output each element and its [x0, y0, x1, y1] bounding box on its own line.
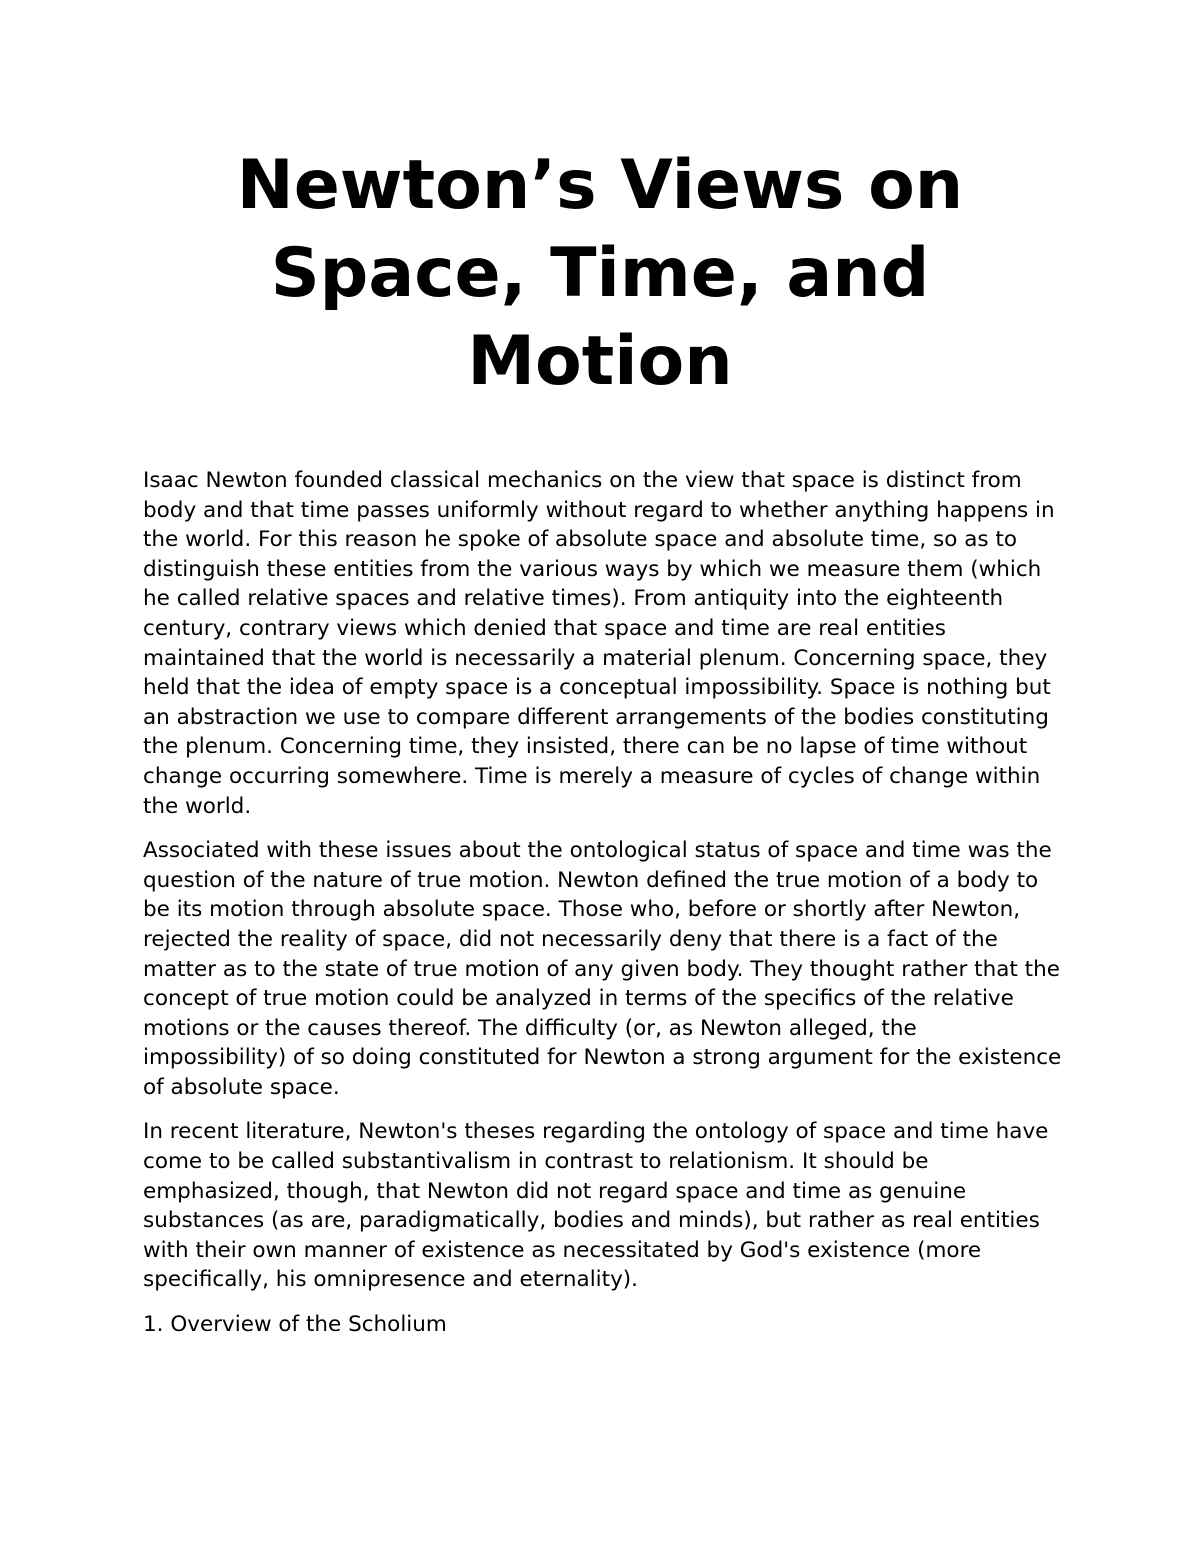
- paragraph-2: Associated with these issues about the ontological status of space and time was the question of the nature of true motion. Newton defined the true motion of a body to be its motion through absolute space. Those who, before or shortly after Newton, rejected the reality of space, did not necessarily deny that there is a fact of the matter as to the state of true motion of any given body. They thought rather that the concept of true motion could be analyzed in terms of the specifics of the relative motions or the causes thereof. The difficulty (or, as Newton alleged, the impossibility) of so doing constituted for Newton a strong argument for the existence of absolute space.: [143, 838, 1062, 1100]
- paragraph-3: In recent literature, Newton's theses regarding the ontology of space and time have come to be called substantivalism in contrast to relationism. It should be emphasized, though, that Newton did not regard space and time as genuine substances (as are, paradigmatically, bodies and minds), but rather as real entities with their own manner of existence as necessitated by God's existence (more specifically, his omnipresence and eternality).: [143, 1119, 1049, 1293]
- paragraph-1: Isaac Newton founded classical mechanics on the view that space is distinct from body and that time passes uniformly without regard to whether anything happens in the world. For this reason he spoke of absolute space and absolute time, so as to distinguish these entities from the various ways by which we measure them (which he called relative spaces and relative times). From antiquity into the eighteenth century, contrary views which denied that space and time are real entities maintained that the world is necessarily a material plenum. Concerning space, they held that the idea of empty space is a conceptual impossibility. Space is nothing but an abstraction we use to compare different arrangements of the bodies constituting the plenum. Concerning time, they insisted, there can be no lapse of time without change occurring somewhere. Time is merely a measure of cycles of change within the world.: [143, 468, 1055, 819]
- section-heading: 1. Overview of the Scholium: [143, 1312, 447, 1338]
- document-body: [143, 466, 1063, 1340]
- document-title: Newton’s Views on Space, Time, and Motion: [236, 146, 964, 401]
